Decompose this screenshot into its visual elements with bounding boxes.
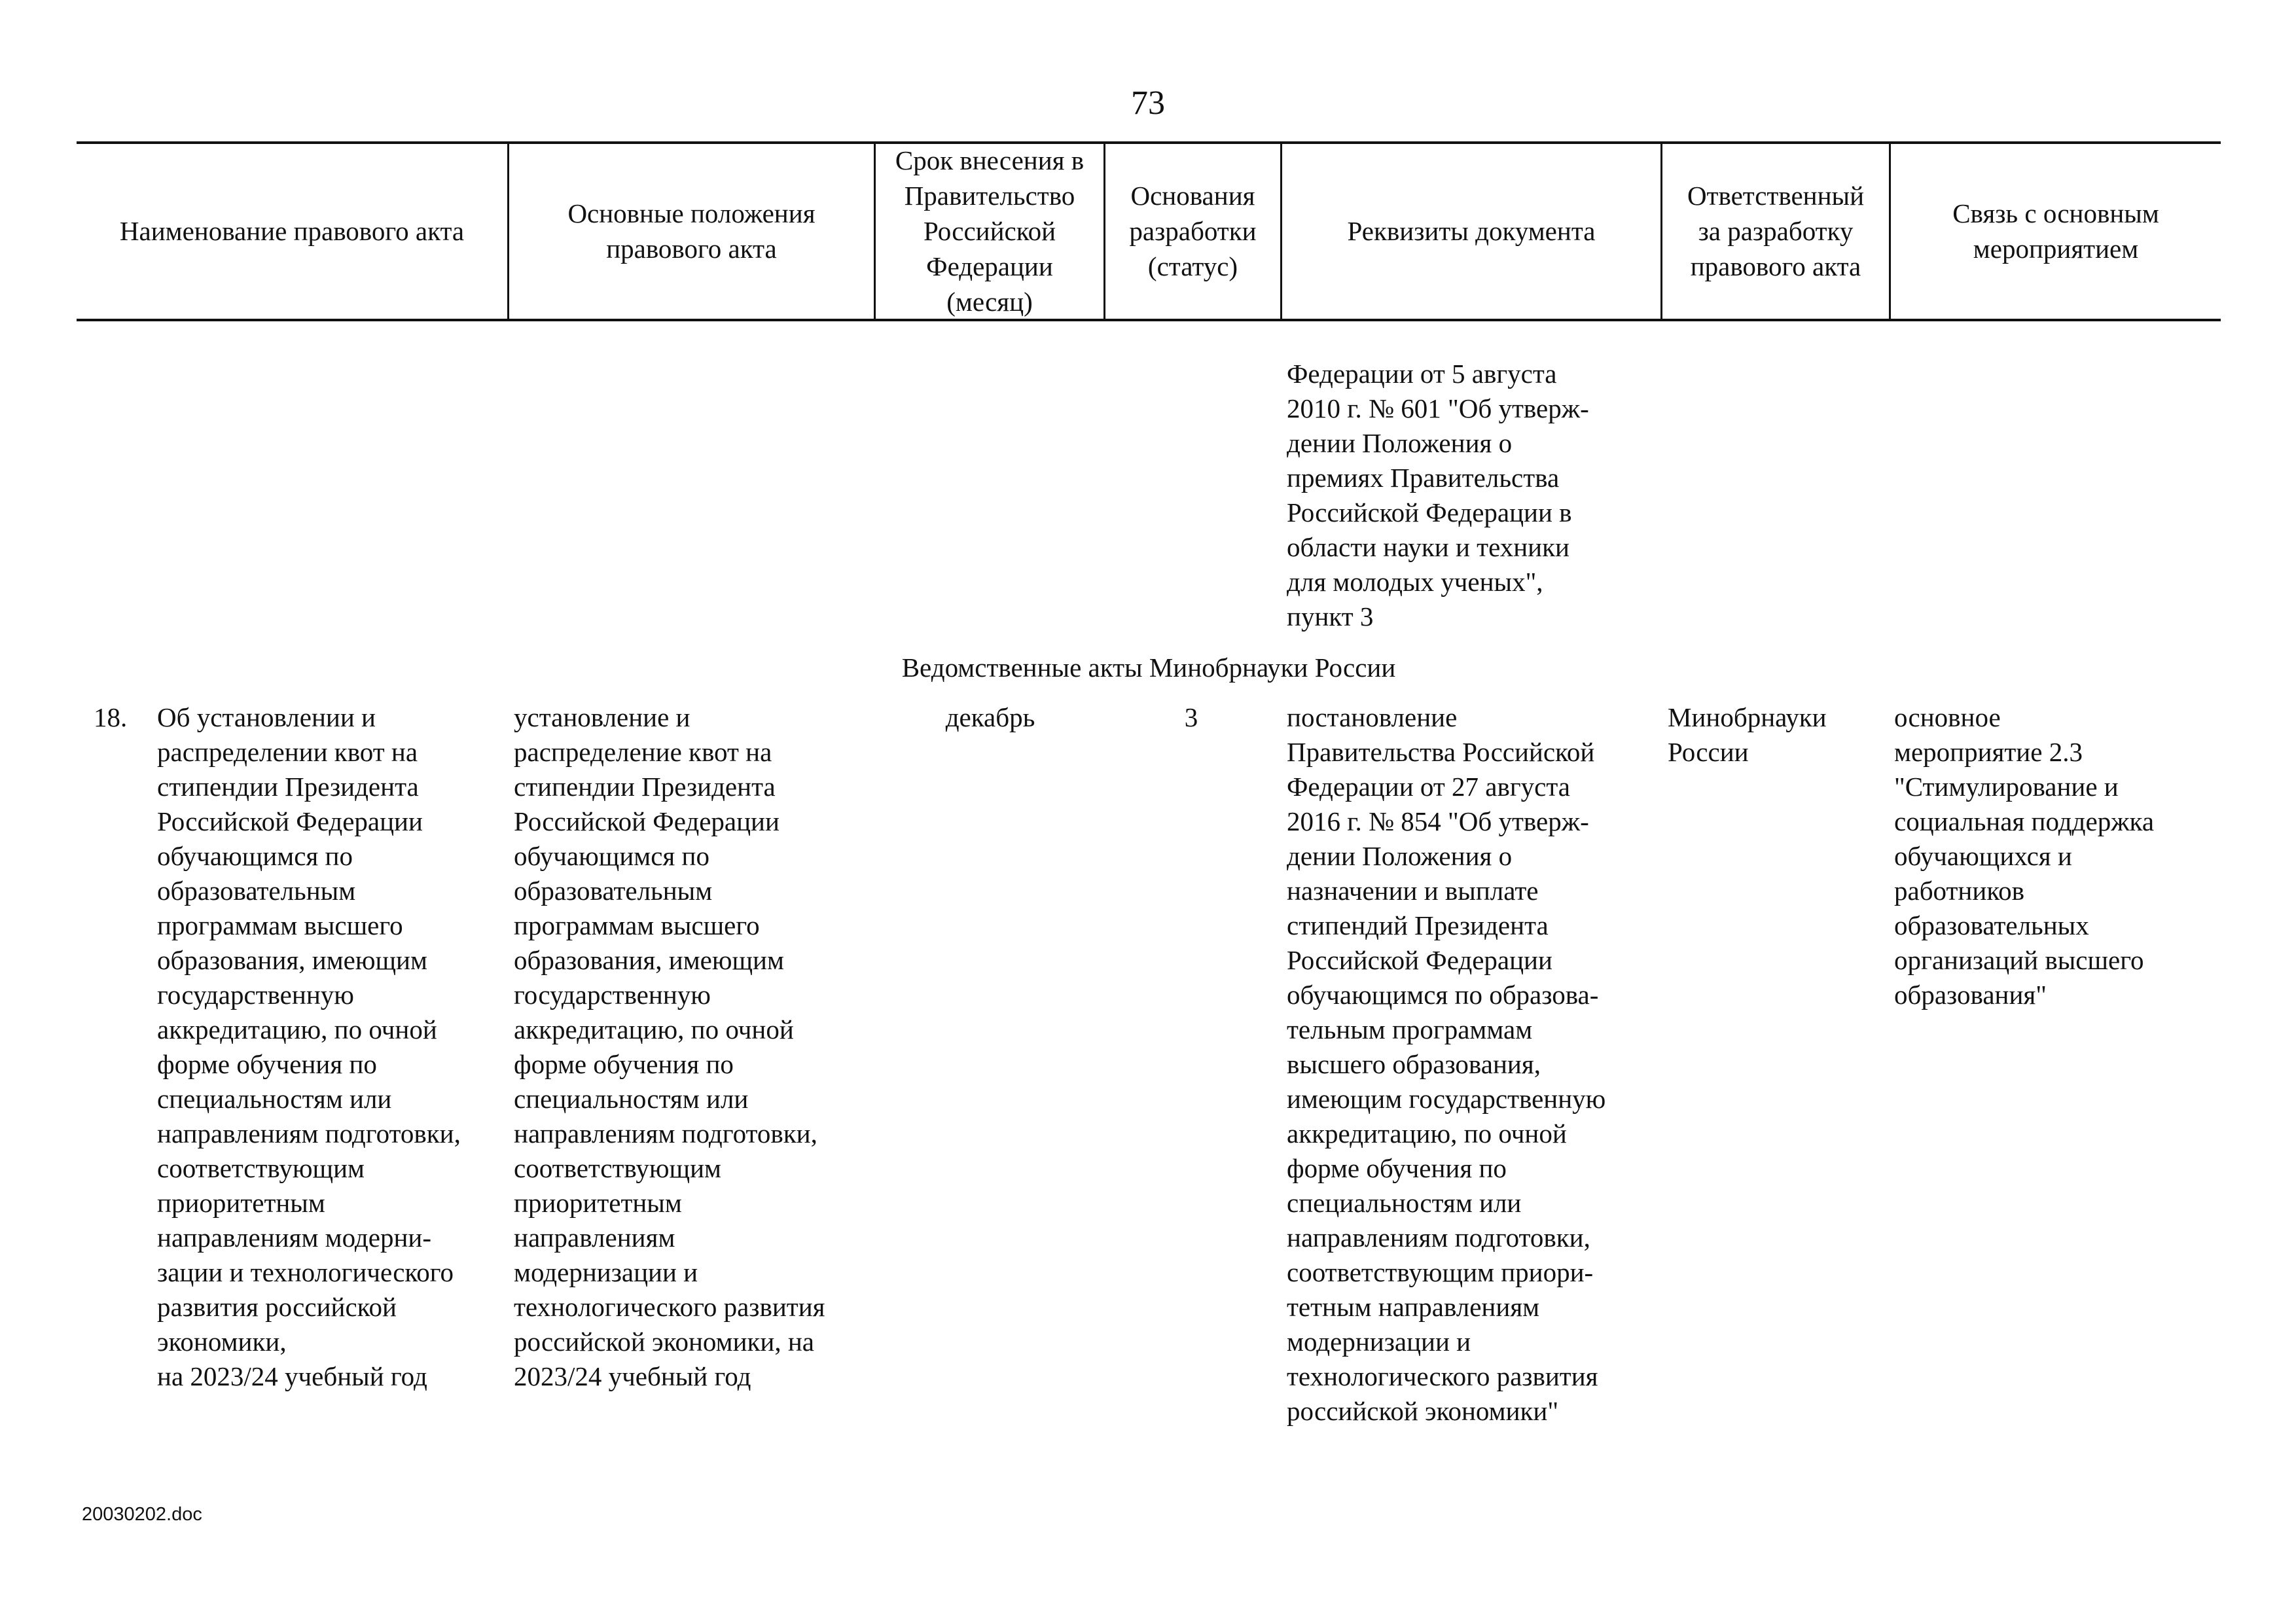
header-responsible: Ответственный за разработку правового акта (1687, 181, 1865, 281)
header-main-provisions: Основные положения правового акта (567, 198, 816, 264)
header-development-basis: Основания разработки (статус) (1129, 181, 1257, 281)
row-legal-act-name: Об установлении и распределении квот на стипендии Президента Российской Федерации обучающимся по образовательным программам высшего образования, имеющим государственную аккредитацию, по очной форме обучения по специальностям или направлениям подготовки, соответствующим приоритетным направлениям модерни- зации и технологического развития российской экономики, на 2023/24 учебный год (157, 702, 461, 1391)
header-submission-deadline: Срок внесения в Правительство Российской Федерации (месяц) (895, 145, 1085, 317)
continued-document-details: Федерации от 5 августа 2010 г. № 601 "Об утверж- дении Положения о премиях Правительства Российской Федерации в области науки и техники для молодых ученых", пункт 3 (1287, 359, 1589, 632)
page-number: 73 (1131, 84, 1165, 122)
header-legal-act-name: Наименование правового акта (119, 216, 465, 246)
row-main-provisions: установление и распределение квот на стипендии Президента Российской Федерации обучающимся по образовательным программам высшего образования, имеющим государственную аккредитацию, по очной форме обучения по специальностям или направлениям подготовки, соответствующим приоритетным направлениям модернизации и технологического развития российской экономики, на 2023/24 учебный год (514, 702, 825, 1391)
row-document-details: постановление Правительства Российской Федерации от 27 августа 2016 г. № 854 "Об утверж- дении Положения о назначении и выплате стипендий Президента Российской Федерации обучающимся по образова- тельным программам высшего образования, имеющим государственную аккредитацию, по очной форме обучения по специальностям или направлениям подготовки, соответствующим приори- тетным направлениям модернизации и технологического развития российской экономики" (1287, 702, 1606, 1426)
row-development-basis: 3 (1184, 702, 1198, 732)
row-number: 18. (94, 702, 128, 732)
row-responsible: Минобрнауки России (1668, 702, 1827, 767)
section-title: Ведомственные акты Минобрнауки России (901, 652, 1396, 683)
header-main-activity-link: Связь с основным мероприятием (1952, 198, 2159, 264)
header-document-details: Реквизиты документа (1347, 216, 1596, 246)
row-main-activity-link: основное мероприятие 2.3 "Стимулирование и социальная поддержка обучающихся и работников образовательных организаций высшего образования" (1894, 702, 2155, 1010)
row-submission-deadline: декабрь (945, 702, 1035, 732)
file-name-footer: 20030202.doc (82, 1504, 202, 1525)
